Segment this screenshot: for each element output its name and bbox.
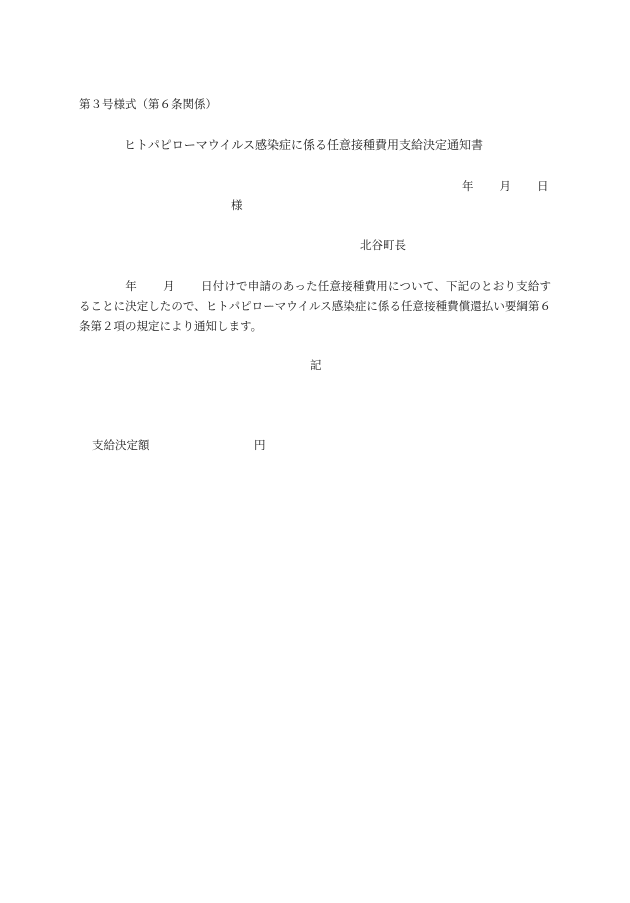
date-line — [462, 179, 549, 193]
amount-unit: 円 — [254, 438, 266, 452]
document-title: ヒトパピローマウイルス感染症に係る任意接種費用支給決定通知書 — [124, 138, 484, 152]
body-year-label: 年 — [125, 279, 137, 293]
ki-heading: 記 — [310, 358, 322, 372]
date-month-label: 月 — [499, 179, 511, 193]
amount-label: 支給決定額 — [92, 438, 150, 452]
recipient-suffix: 様 — [231, 198, 243, 212]
issuer-name: 北谷町長 — [360, 238, 406, 252]
form-number: 第３号様式（第６条関係） — [79, 97, 217, 111]
date-year-label: 年 — [462, 179, 474, 193]
notice-body — [79, 276, 551, 336]
body-text: 日付けで申請のあった任意接種費用について、下記のとおり支給することに決定したので、ヒトパピローマウイルス感染症に係る任意接種費償還払い要綱第６条第２項の規定により通知します。 — [79, 279, 552, 333]
date-day-label: 日 — [537, 179, 549, 193]
body-month-label: 月 — [162, 279, 175, 293]
